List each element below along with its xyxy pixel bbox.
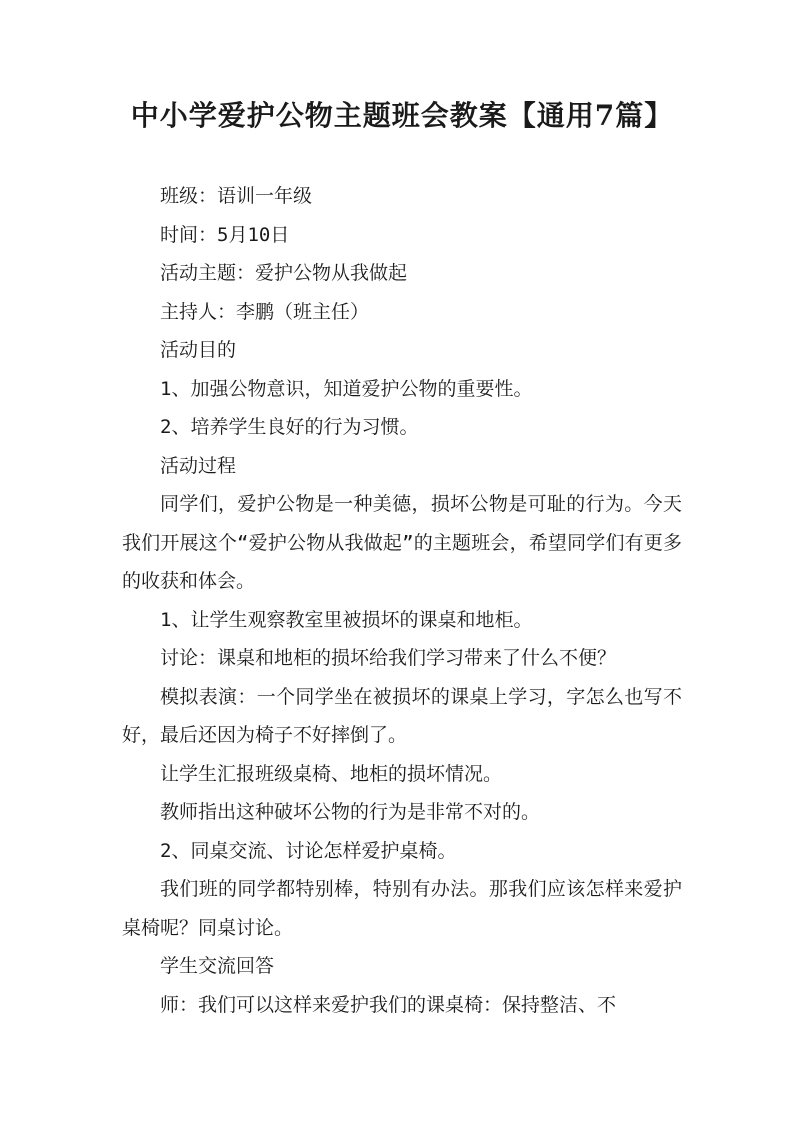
paragraph-goal-heading: 活动目的: [160, 339, 237, 361]
paragraph-theme: 活动主题：爱护公物从我做起: [160, 262, 408, 284]
paragraph-step-1: 1、让学生观察教室里被损坏的课桌和地柜。: [160, 608, 533, 631]
paragraph-time: 时间：5月10日: [160, 223, 290, 246]
paragraph-teacher-note: 教师指出这种破坏公物的行为是非常不对的。: [160, 801, 541, 823]
document-body: [122, 177, 682, 1024]
document-title: 中小学爱护公物主题班会教案【通用7篇】: [130, 99, 674, 132]
paragraph-process-heading: 活动过程: [160, 454, 237, 477]
paragraph-intro: 同学们，爱护公物是一种美德，损坏公物是可耻的行为。今天我们开展这个“爱护公物从我做起”的主题班会，希望同学们有更多的收获和体会。: [122, 493, 682, 592]
paragraph-teacher: 师：我们可以这样来爱护我们的课桌椅：保持整洁、不: [160, 993, 617, 1016]
paragraph-class: 班级：语训一年级: [160, 185, 313, 207]
paragraph-discussion: 讨论：课桌和地柜的损坏给我们学习带来了什么不便？: [160, 647, 617, 669]
paragraph-goal-2: 2、培养学生良好的行为习惯。: [160, 416, 419, 438]
paragraph-praise: 我们班的同学都特别棒，特别有办法。那我们应该怎样来爱护桌椅呢？同桌讨论。: [122, 878, 682, 939]
paragraph-host: 主持人：李鹏（班主任）: [160, 300, 370, 323]
paragraph-step-2: 2、同桌交流、讨论怎样爱护桌椅。: [160, 839, 457, 862]
paragraph-answer: 学生交流回答: [160, 955, 275, 977]
paragraph-roleplay: 模拟表演：一个同学坐在被损坏的课桌上学习，字怎么也写不好，最后还因为椅子不好摔倒了。: [122, 685, 682, 746]
paragraph-report: 让学生汇报班级桌椅、地柜的损坏情况。: [160, 762, 503, 785]
paragraph-goal-1: 1、加强公物意识，知道爱护公物的重要性。: [160, 377, 533, 400]
